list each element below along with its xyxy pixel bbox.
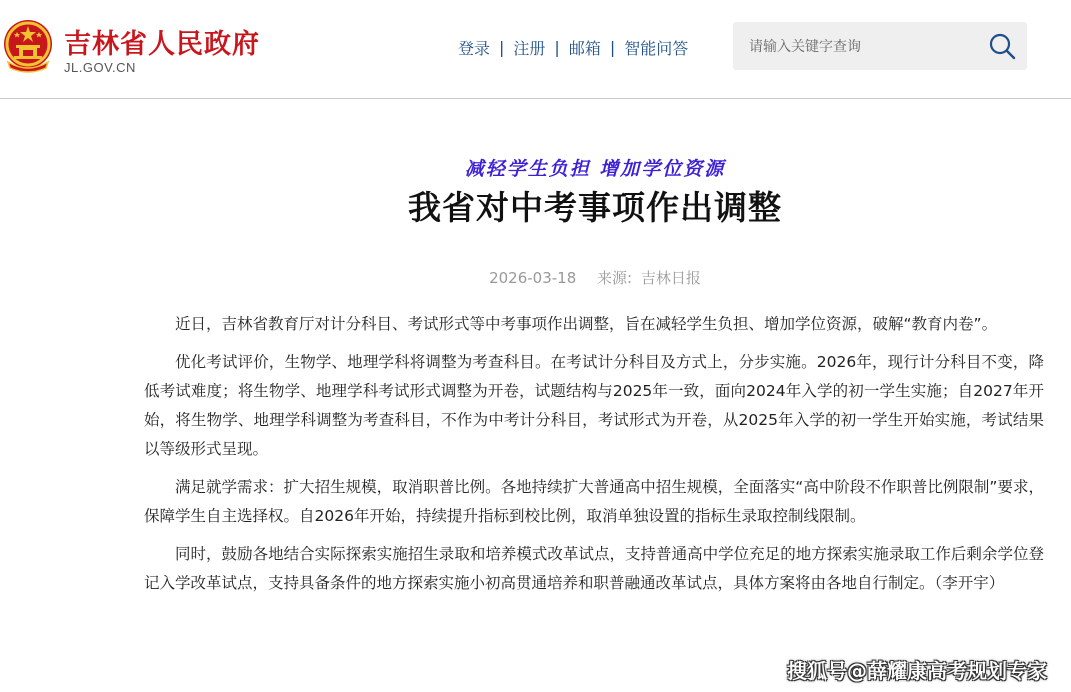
nav-separator: |: [609, 38, 616, 57]
article-paragraph: 优化考试评价，生物学、地理学科将调整为考查科目。在考试计分科目及方式上，分步实施。2026年，现行计分科目不变，降低考试难度；将生物学、地理学科考试形式调整为开卷，试题结构与2025年一致，面向2024年入学的初一学生实施；自2027年开始，将生物学、地理学科调整为考查科目，不作为中考计分科目，考试形式为开卷，从2025年入学的初一学生开始实施，考试结果以等级形式呈现。: [144, 353, 1044, 458]
nav-separator: |: [554, 38, 560, 57]
site-domain: JL.GOV.CN: [64, 60, 136, 75]
publish-date: 2026-03-18: [489, 269, 577, 287]
article-meta: [0, 267, 1071, 288]
search-box: [733, 22, 1027, 70]
article-subtitle: 减轻学生负担 增加学位资源: [464, 158, 726, 180]
site-name[interactable]: 吉林省人民政府: [64, 29, 260, 60]
article-paragraph: 满足就学需求：扩大招生规模，取消职普比例。各地持续扩大普通高中招生规模，全面落实“高中阶段不作职普比例限制”要求，保障学生自主选择权。自2026年开始，持续提升指标到校比例，取消单独设置的指标生录取控制线限制。: [144, 478, 1044, 525]
article-paragraph: 同时，鼓励各地结合实际探索实施招生录取和培养模式改革试点，支持普通高中学位充足的地方探索实施录取工作后剩余学位登记入学改革试点，支持具备条件的地方探索实施小初高贯通培养和职普融通改革试点，具体方案将由各地自行制定。（李开宇）: [144, 545, 1044, 592]
search-input[interactable]: [747, 34, 971, 60]
register-link[interactable]: 注册: [513, 39, 546, 58]
article-paragraph: 近日，吉林省教育厅对计分科目、考试形式等中考事项作出调整，旨在减轻学生负担、增加学位资源，破解“教育内卷”。: [175, 315, 998, 333]
login-link[interactable]: 登录: [458, 39, 491, 58]
nav-separator: |: [499, 38, 505, 57]
site-header: [0, 0, 1071, 99]
source-name: 吉林日报: [640, 269, 701, 287]
article-title: 我省对中考事项作出调整: [408, 188, 782, 227]
mailbox-link[interactable]: 邮箱: [568, 39, 601, 58]
search-icon[interactable]: [987, 31, 1017, 61]
watermark: 搜狐号@薛耀康高考规划专家: [787, 659, 1047, 683]
smart-qa-link[interactable]: 智能问答: [624, 39, 689, 58]
article-body: [144, 310, 1044, 607]
national-emblem-icon[interactable]: [2, 18, 54, 74]
source-label: 来源:: [597, 269, 633, 287]
top-nav: [458, 36, 688, 59]
